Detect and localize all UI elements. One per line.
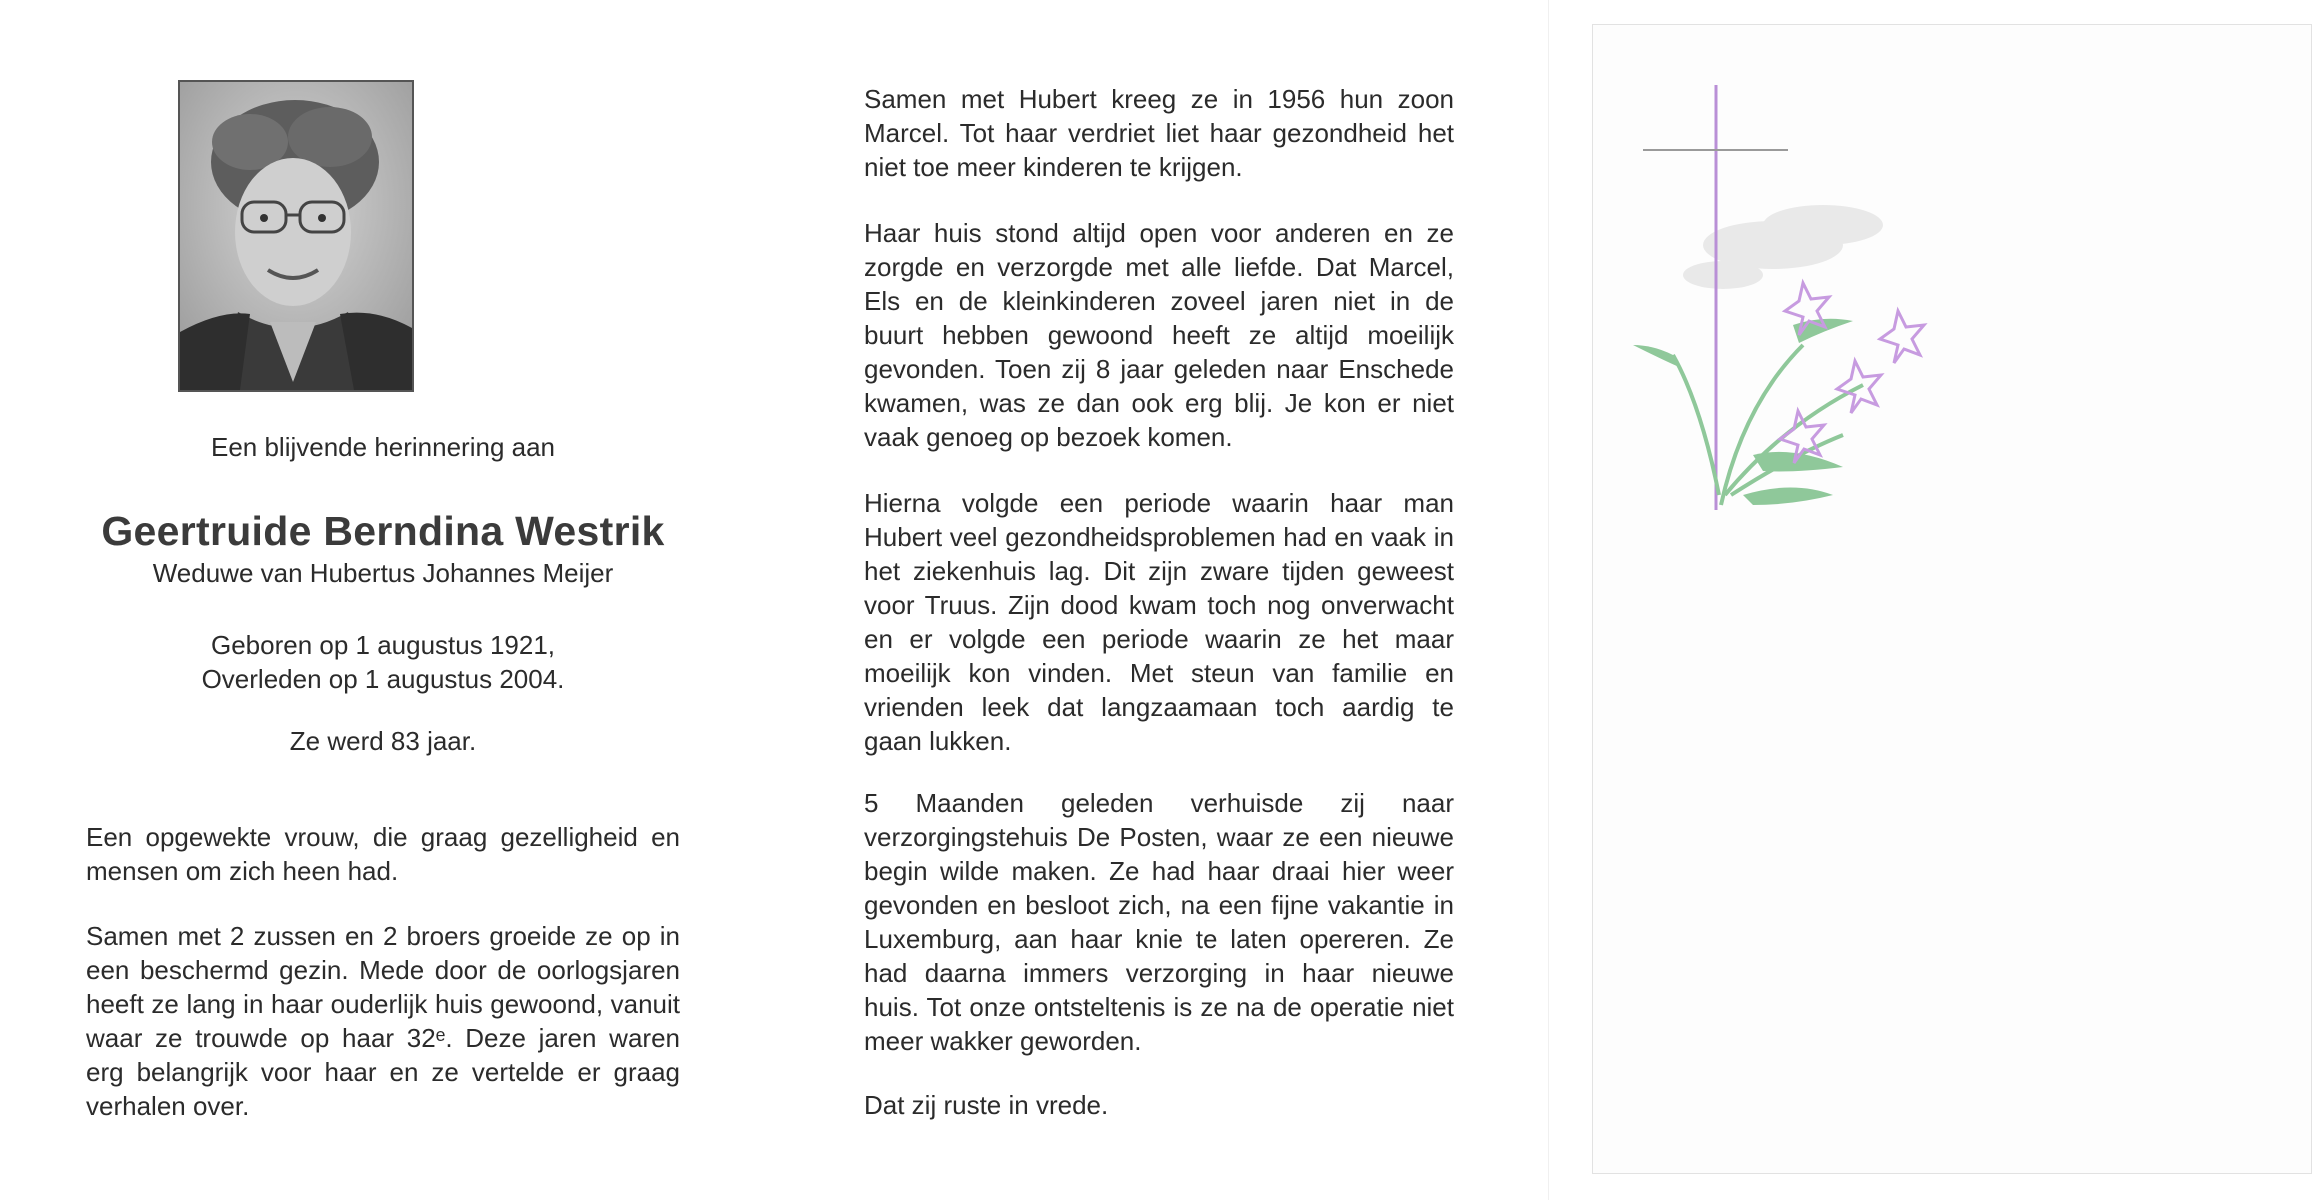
left-paragraph-2: Samen met 2 zussen en 2 broers groeide ze op in een beschermd gezin. Mede door de oorlogsjaren heeft ze lang in haar ouderlijk huis gewoond, vanuit waar ze trouwde op haar 32ᵉ. Deze jaren waren erg belangrijk voor haar en ze vertelde er graag verhalen over. <box>86 921 680 1121</box>
flower-illustration <box>1633 283 1924 505</box>
spouse-line: Weduwe van Hubertus Johannes Meijer <box>152 558 614 588</box>
birth-date: Geboren op 1 augustus 1921, <box>210 630 556 660</box>
card-front-artwork <box>1593 25 2311 1173</box>
middle-paragraph-3: Hierna volgde een periode waarin haar man Hubert veel gezondheidsproblemen had en vaak in het ziekenhuis lag. Dit zijn zware tijden geweest voor Truus. Zijn dood kwam toch nog onverwacht en er volgde een periode waarin ze het maar moeilijk kon vinden. Met steun van familie en vrienden leek dat langzaamaan toch aardig te gaan lukken. <box>864 488 1454 756</box>
age-line: Ze werd 83 jaar. <box>289 726 477 756</box>
life-dates <box>86 628 680 696</box>
middle-paragraph-4: 5 Maanden geleden verhuisde zij naar verzorgingstehuis De Posten, waar ze een nieuwe begin wilde maken. Ze had haar draai hier weer gevonden en besloot zich, na een fijne vakantie in Luxemburg, aan haar knie te laten opereren. Ze had daarna immers verzorging in haar nieuwe huis. Tot onze ontsteltenis is ze na de operatie niet meer wakker geworden. <box>864 788 1454 1056</box>
intro-text: Een blijvende herinnering aan <box>210 432 556 462</box>
portrait-illustration <box>180 82 412 390</box>
middle-paragraph-2: Haar huis stond altijd open voor anderen en ze zorgde en verzorgde met alle liefde. Dat Marcel, Els en de kleinkinderen zoveel jaren niet in de buurt hebben gewoond heeft ze altijd moeilijk gevonden. Toen zij 8 jaar geleden naar Enschede kwamen, was ze dan ook erg blij. Je kon er niet vaak genoeg op bezoek komen. <box>864 218 1454 452</box>
middle-paragraph-5: Dat zij ruste in vrede. <box>864 1090 1109 1120</box>
speckle-texture <box>1683 205 1883 289</box>
card-fold-line <box>1548 0 1549 1200</box>
deceased-name: Geertruide Berndina Westrik <box>101 508 665 554</box>
left-paragraph-1: Een opgewekte vrouw, die graag gezelligheid en mensen om zich heen had. <box>86 822 680 886</box>
portrait-photo <box>178 80 414 392</box>
death-date: Overleden op 1 augustus 2004. <box>201 664 565 694</box>
card-front-panel <box>1592 24 2312 1174</box>
cross-icon <box>1643 85 1788 510</box>
middle-paragraph-1: Samen met Hubert kreeg ze in 1956 hun zoon Marcel. Tot haar verdriet liet haar gezondheid het niet toe meer kinderen te krijgen. <box>864 84 1454 182</box>
